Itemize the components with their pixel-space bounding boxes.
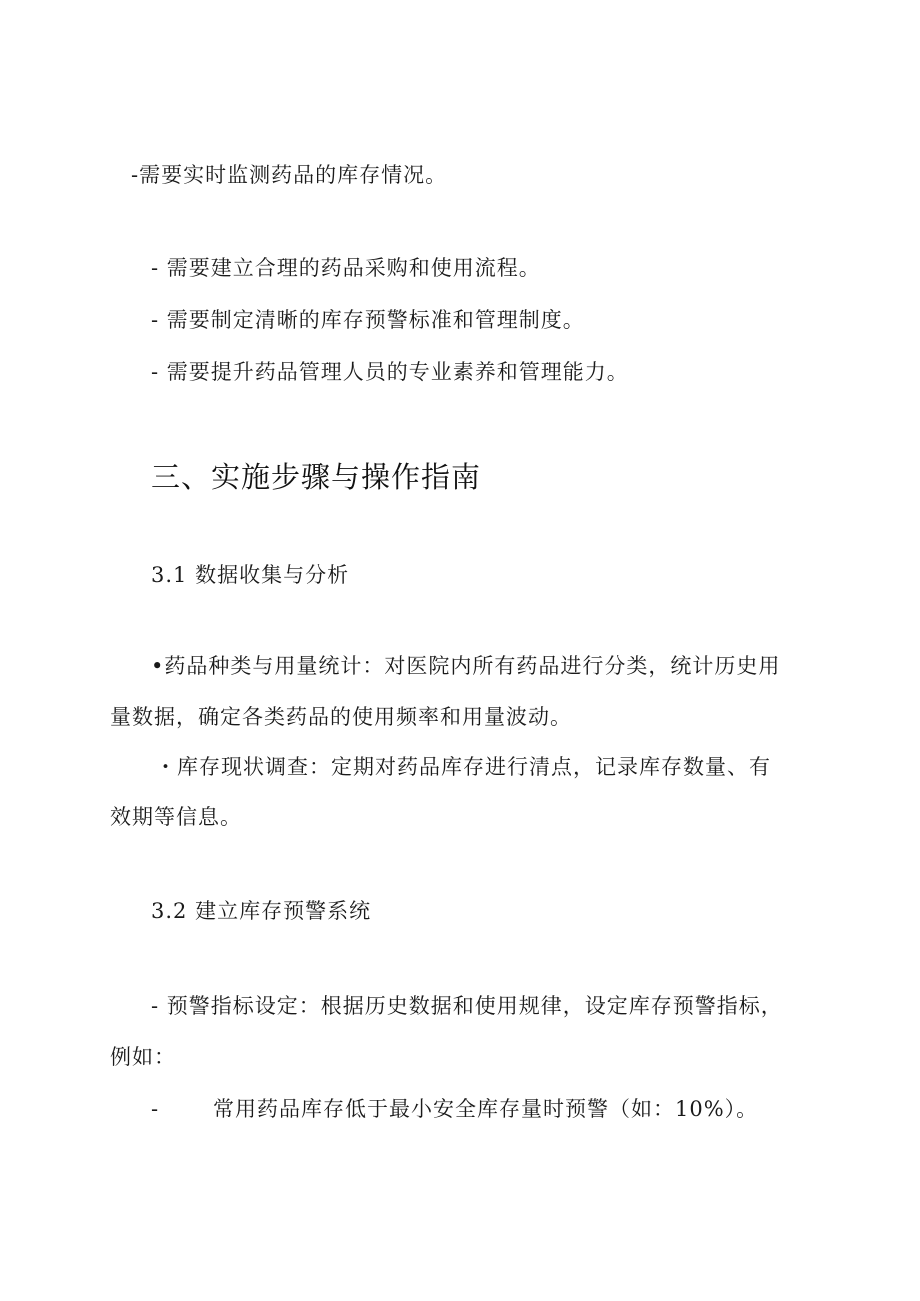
section-heading: 三、实施步骤与操作指南 [151, 460, 482, 494]
bullet-2-line-2: 效期等信息。 [110, 805, 242, 829]
requirement-line-4: - 需要提升药品管理人员的专业素养和管理能力。 [151, 360, 629, 384]
bullet-1-line-1: •药品种类与用量统计：对医院内所有药品进行分类，统计历史用 [151, 654, 781, 678]
item-2-text: 常用药品库存低于最小安全库存量时预警（如：10%）。 [213, 1097, 759, 1121]
item-1-line-1: - 预警指标设定：根据历史数据和使用规律，设定库存预警指标， [151, 994, 783, 1018]
bullet-1-line-2: 量数据，确定各类药品的使用频率和用量波动。 [110, 705, 572, 729]
requirement-line-2: - 需要建立合理的药品采购和使用流程。 [151, 256, 541, 280]
requirement-line-1: -需要实时监测药品的库存情况。 [131, 163, 448, 187]
item-2-line [151, 1094, 758, 1124]
requirement-line-3: - 需要制定清晰的库存预警标准和管理制度。 [151, 308, 585, 332]
item-1-line-2: 例如： [110, 1045, 176, 1069]
subsection-2-title: 3.2 建立库存预警系统 [151, 899, 372, 923]
bullet-2-line-1: ・库存现状调查：定期对药品库存进行清点，记录库存数量、有 [155, 755, 771, 779]
subsection-1-title: 3.1 数据收集与分析 [151, 563, 350, 587]
item-2-dash: - [151, 1097, 160, 1121]
